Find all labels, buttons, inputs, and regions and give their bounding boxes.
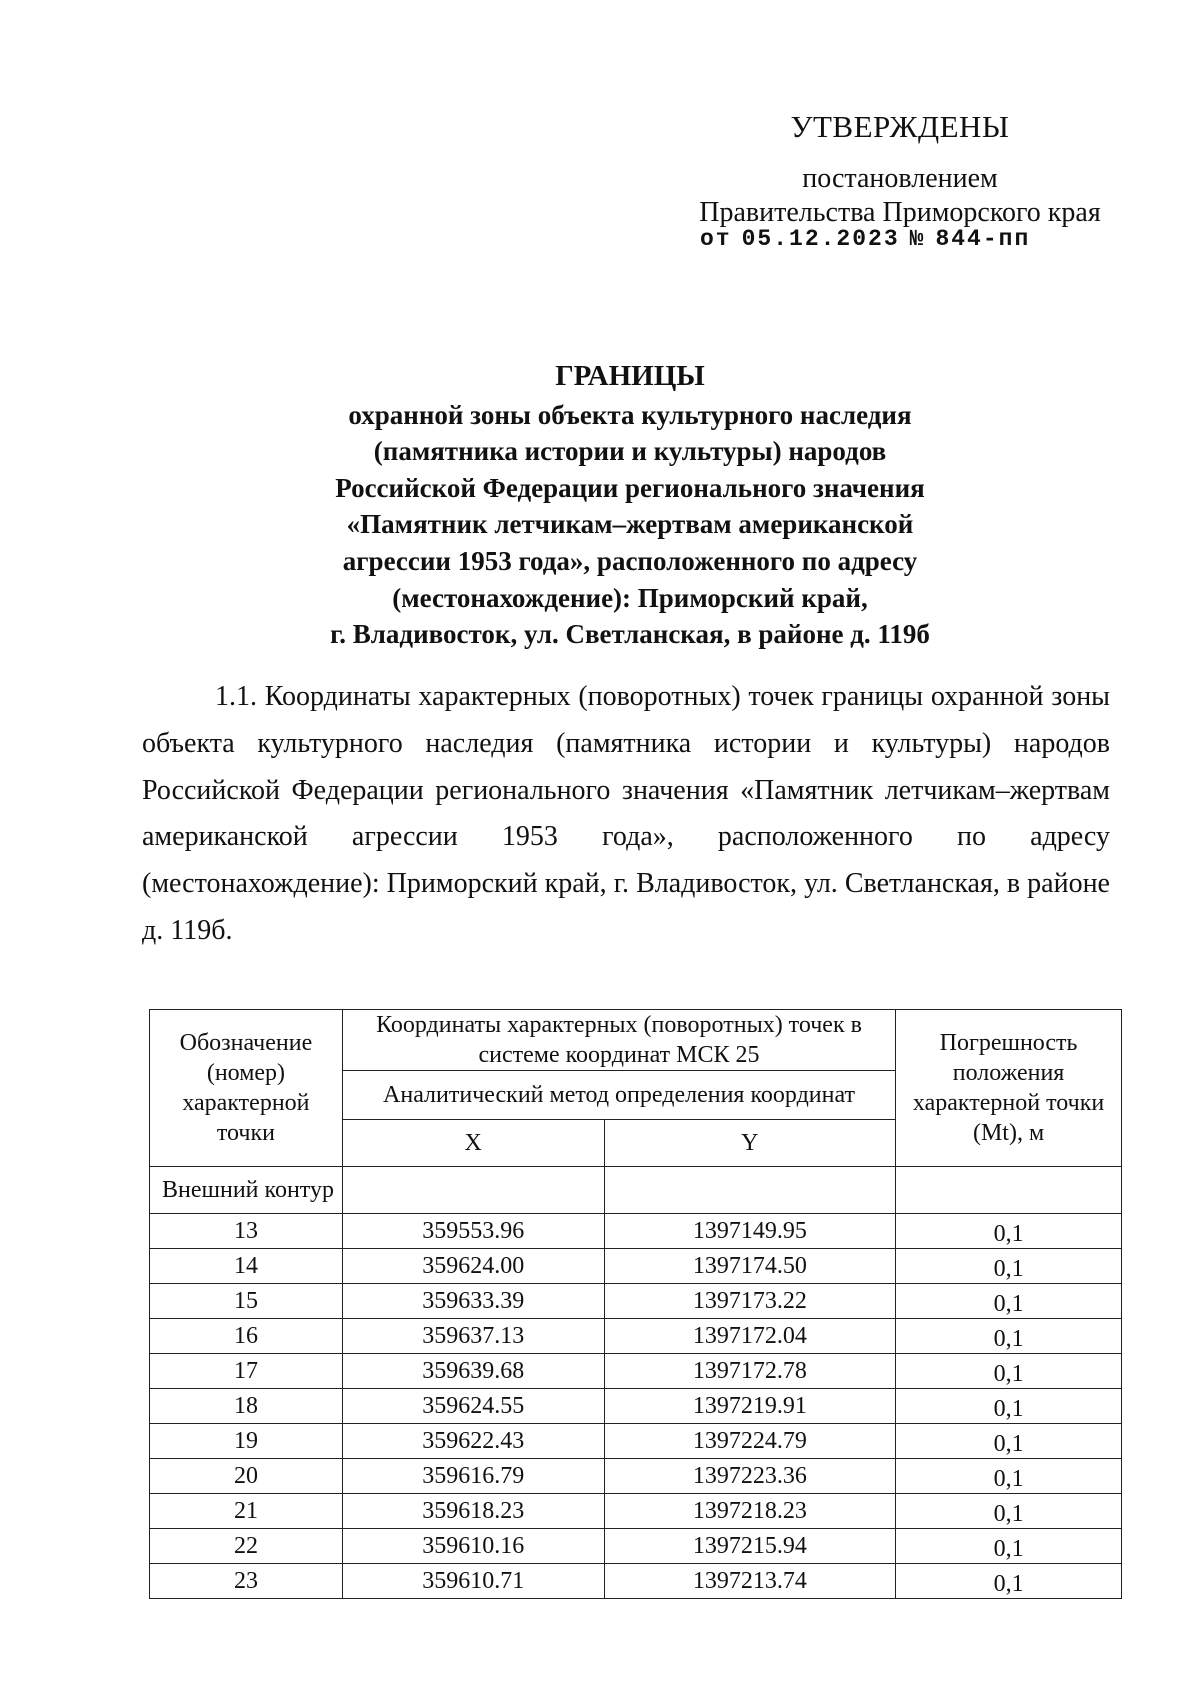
accuracy-value: 0,1 — [896, 1529, 1122, 1564]
coordinates-table — [149, 1009, 1122, 1599]
accuracy-value: 0,1 — [896, 1319, 1122, 1354]
empty-cell — [604, 1167, 896, 1214]
accuracy-value: 0,1 — [896, 1354, 1122, 1389]
empty-cell — [896, 1167, 1122, 1214]
y-coordinate: 1397172.04 — [604, 1319, 896, 1354]
approval-block — [690, 108, 1110, 230]
x-coordinate: 359639.68 — [342, 1354, 604, 1389]
table-row — [150, 1459, 1122, 1494]
point-number: 23 — [150, 1564, 343, 1599]
point-number: 16 — [150, 1319, 343, 1354]
accuracy-value: 0,1 — [896, 1389, 1122, 1424]
title-line: Российской Федерации регионального значения — [335, 472, 925, 503]
point-number: 14 — [150, 1249, 343, 1284]
accuracy-value: 0,1 — [896, 1459, 1122, 1494]
section-label: Внешний контур — [150, 1167, 343, 1214]
y-coordinate: 1397172.78 — [604, 1354, 896, 1389]
decree-from: от — [700, 226, 732, 252]
title-line: (местонахождение): Приморский край, — [392, 582, 868, 613]
body-paragraph: 1.1. Координаты характерных (поворотных) точек границы охранной зоны объекта культурного наследия (памятника истории и культуры) народов Российской Федерации регионального значения «Памятник летчикам–жертвам американской агрессии 1953 года», расположенного по адресу (местонахождение): Приморский край, г. Владивосток, ул. Светланская, в районе д. 119б. — [142, 681, 1110, 946]
decree-number: 844-пп — [935, 226, 1031, 252]
decree-date: 05.12.2023 — [741, 226, 900, 252]
title-line: (памятника истории и культуры) народов — [373, 436, 887, 467]
table-row — [150, 1564, 1122, 1599]
x-coordinate: 359624.55 — [342, 1389, 604, 1424]
decree-reference — [700, 226, 1040, 252]
section-row — [150, 1167, 1122, 1214]
point-number: 13 — [150, 1214, 343, 1249]
table-row — [150, 1249, 1122, 1284]
y-coordinate: 1397224.79 — [604, 1424, 896, 1459]
table-row — [150, 1284, 1122, 1319]
document-title — [160, 358, 1100, 653]
point-number: 21 — [150, 1494, 343, 1529]
point-number: 18 — [150, 1389, 343, 1424]
accuracy-value: 0,1 — [896, 1284, 1122, 1319]
x-coordinate: 359633.39 — [342, 1284, 604, 1319]
x-coordinate: 359610.16 — [342, 1529, 604, 1564]
x-coordinate: 359637.13 — [342, 1319, 604, 1354]
approval-line-1: постановлением — [802, 163, 998, 194]
header-method: Аналитический метод определения координат — [342, 1071, 895, 1120]
point-number: 19 — [150, 1424, 343, 1459]
x-coordinate: 359622.43 — [342, 1424, 604, 1459]
point-number: 17 — [150, 1354, 343, 1389]
table-row — [150, 1494, 1122, 1529]
y-coordinate: 1397173.22 — [604, 1284, 896, 1319]
table-row — [150, 1389, 1122, 1424]
header-y: Y — [604, 1120, 896, 1167]
x-coordinate: 359553.96 — [342, 1214, 604, 1249]
accuracy-value: 0,1 — [896, 1564, 1122, 1599]
point-number: 15 — [150, 1284, 343, 1319]
accuracy-value: 0,1 — [896, 1249, 1122, 1284]
x-coordinate: 359624.00 — [342, 1249, 604, 1284]
y-coordinate: 1397219.91 — [604, 1389, 896, 1424]
y-coordinate: 1397218.23 — [604, 1494, 896, 1529]
table-row — [150, 1529, 1122, 1564]
y-coordinate: 1397213.74 — [604, 1564, 896, 1599]
decree-number-sign: № — [909, 226, 926, 252]
approval-line-2: Правительства Приморского края — [699, 197, 1101, 228]
title-line: «Памятник летчикам–жертвам американской — [346, 509, 914, 540]
accuracy-value: 0,1 — [896, 1424, 1122, 1459]
y-coordinate: 1397215.94 — [604, 1529, 896, 1564]
accuracy-value: 0,1 — [896, 1214, 1122, 1249]
title-line: г. Владивосток, ул. Светланская, в районе д. 119б — [330, 619, 930, 650]
x-coordinate: 359616.79 — [342, 1459, 604, 1494]
header-point-designation: Обозначение (номер) характерной точки — [150, 1010, 343, 1167]
table-row — [150, 1424, 1122, 1459]
y-coordinate: 1397174.50 — [604, 1249, 896, 1284]
x-coordinate: 359610.71 — [342, 1564, 604, 1599]
header-coordinates: Координаты характерных (поворотных) точек в системе координат МСК 25 — [342, 1010, 895, 1071]
title-main: ГРАНИЦЫ — [555, 360, 705, 392]
table-row — [150, 1354, 1122, 1389]
title-line: охранной зоны объекта культурного наследия — [348, 399, 912, 430]
accuracy-value: 0,1 — [896, 1494, 1122, 1529]
table-row — [150, 1319, 1122, 1354]
point-number: 22 — [150, 1529, 343, 1564]
x-coordinate: 359618.23 — [342, 1494, 604, 1529]
header-x: X — [342, 1120, 604, 1167]
table-row — [150, 1214, 1122, 1249]
header-accuracy: Погрешность положения характерной точки (Mt), м — [896, 1010, 1122, 1167]
approved-heading: УТВЕРЖДЕНЫ — [790, 109, 1010, 144]
y-coordinate: 1397223.36 — [604, 1459, 896, 1494]
point-number: 20 — [150, 1459, 343, 1494]
empty-cell — [342, 1167, 604, 1214]
title-line: агрессии 1953 года», расположенного по адресу — [342, 545, 918, 576]
y-coordinate: 1397149.95 — [604, 1214, 896, 1249]
